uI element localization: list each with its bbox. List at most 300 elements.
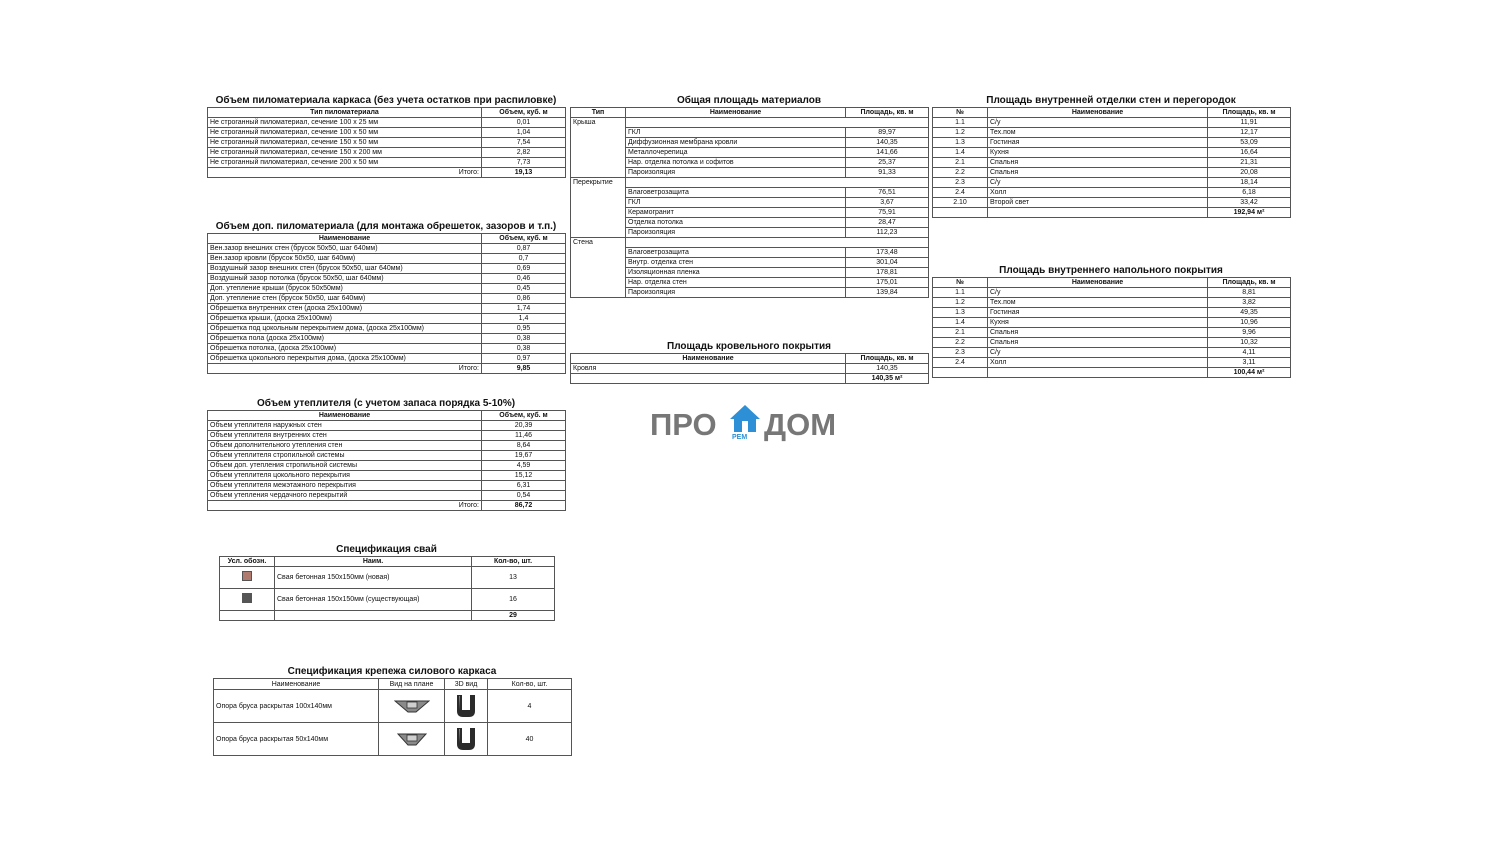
floor-cover-title: Площадь внутреннего напольного покрытия: [999, 265, 1223, 276]
table-row: [208, 138, 566, 148]
col-header: Кол-во, шт.: [472, 557, 555, 567]
pile-symbol-cell: [220, 567, 275, 589]
table-row: [933, 128, 1291, 138]
empty-cell: [988, 368, 1208, 378]
wall-finish-table: [932, 107, 1291, 218]
table-row: [208, 421, 566, 431]
row-name: Объем утеплителя стропильной системы: [208, 451, 482, 461]
table-row: [933, 148, 1291, 158]
col-header: Площадь, кв. м: [1208, 108, 1291, 118]
row-name: Не строганный пиломатериал, сечение 100 х 50 мм: [208, 128, 482, 138]
total-row: [220, 611, 555, 621]
table-row: [933, 358, 1291, 368]
empty-cell: [571, 138, 626, 148]
empty-cell: [988, 208, 1208, 218]
extra-lumber-block: [207, 221, 565, 374]
row-name: Не строганный пиломатериал, сечение 150 х 200 мм: [208, 148, 482, 158]
total-row: [208, 168, 566, 178]
table-row: [571, 364, 929, 374]
room-name: С/у: [988, 178, 1208, 188]
total-value: 192,94 м²: [1208, 208, 1291, 218]
material-name: Диффузионная мембрана кровли: [626, 138, 846, 148]
table-row: [933, 138, 1291, 148]
material-area: 112,23: [846, 228, 929, 238]
row-value: 6,31: [482, 481, 566, 491]
col-header: Наименование: [988, 108, 1208, 118]
row-name: Объем утеплителя межэтажного перекрытия: [208, 481, 482, 491]
wall-finish-block: [932, 95, 1290, 218]
row-name: Объем утеплителя цокольного перекрытия: [208, 471, 482, 481]
room-number: 1.2: [933, 128, 988, 138]
table-row: [933, 178, 1291, 188]
row-value: 20,39: [482, 421, 566, 431]
piles-table: [219, 556, 555, 621]
row-value: 0,7: [482, 254, 566, 264]
room-name: Холл: [988, 188, 1208, 198]
table-row: [571, 188, 929, 198]
room-name: Второй свет: [988, 198, 1208, 208]
material-name: Нар. отделка стен: [626, 278, 846, 288]
table-row: [571, 198, 929, 208]
wall-finish-title: Площадь внутренней отделки стен и перегородок: [986, 95, 1236, 106]
table-row: [208, 118, 566, 128]
table-row: [933, 288, 1291, 298]
room-area: 8,81: [1208, 288, 1291, 298]
fasteners-table: [213, 678, 572, 756]
fastener-plan-cell: [379, 723, 445, 756]
room-area: 10,32: [1208, 338, 1291, 348]
material-area: 28,47: [846, 218, 929, 228]
piles-title: Спецификация свай: [336, 544, 437, 555]
table-row: [208, 148, 566, 158]
row-name: Объем доп. утепления стропильной системы: [208, 461, 482, 471]
row-name: Объем утепления чердачного перекрытий: [208, 491, 482, 501]
table-row: [208, 128, 566, 138]
table-row: [933, 348, 1291, 358]
total-row: [571, 374, 929, 384]
insulation-block: [207, 398, 565, 511]
row-name: Обрешетка цокольного перекрытия дома, (доска 25х100мм): [208, 354, 482, 364]
room-area: 3,11: [1208, 358, 1291, 368]
row-value: 0,38: [482, 334, 566, 344]
table-row: [933, 198, 1291, 208]
col-header: Наименование: [214, 679, 379, 690]
material-name: Пароизоляция: [626, 168, 846, 178]
empty-cell: [571, 268, 626, 278]
table-row: [571, 148, 929, 158]
row-value: 0,95: [482, 324, 566, 334]
material-name: Отделка потолка: [626, 218, 846, 228]
empty-cell: [275, 611, 472, 621]
extra-lumber-table: [207, 233, 566, 374]
row-name: Объем утеплителя внутренних стен: [208, 431, 482, 441]
row-name: Воздушный зазор потолка (брусок 50х50, шаг 640мм): [208, 274, 482, 284]
material-name: Пароизоляция: [626, 288, 846, 298]
material-area: 175,01: [846, 278, 929, 288]
total-label: Итого:: [208, 364, 482, 374]
material-area: 140,35: [846, 138, 929, 148]
row-value: 7,73: [482, 158, 566, 168]
table-row: [208, 354, 566, 364]
material-area: 91,33: [846, 168, 929, 178]
row-name: Объем дополнительного утепления стен: [208, 441, 482, 451]
table-row: [208, 461, 566, 471]
table-row: [208, 481, 566, 491]
roofing-title: Площадь кровельного покрытия: [667, 341, 831, 352]
material-area: 89,97: [846, 128, 929, 138]
room-name: Тех.пом: [988, 298, 1208, 308]
table-row: [571, 268, 929, 278]
row-name: Доп. утепление крыши (брусок 50х50мм): [208, 284, 482, 294]
col-header: Наименование: [988, 278, 1208, 288]
room-name: Спальня: [988, 168, 1208, 178]
room-area: 11,91: [1208, 118, 1291, 128]
table-row: [208, 304, 566, 314]
pile-name: Свая бетонная 150х150мм (существующая): [275, 589, 472, 611]
table-row: [208, 284, 566, 294]
room-name: Гостиная: [988, 308, 1208, 318]
table-row: [208, 324, 566, 334]
material-area: 141,66: [846, 148, 929, 158]
room-name: Кухня: [988, 148, 1208, 158]
col-header: 3D вид: [445, 679, 488, 690]
row-value: 0,45: [482, 284, 566, 294]
material-area: 178,81: [846, 268, 929, 278]
material-area: 3,67: [846, 198, 929, 208]
row-name: Обрешетка внутренних стен (доска 25х100мм): [208, 304, 482, 314]
room-area: 18,14: [1208, 178, 1291, 188]
room-number: 2.2: [933, 168, 988, 178]
table-row: [571, 278, 929, 288]
material-name: Влаговетрозащита: [626, 248, 846, 258]
room-number: 1.1: [933, 118, 988, 128]
fastener-plan-icon: [397, 732, 427, 746]
group-row: [571, 118, 929, 128]
material-name: Пароизоляция: [626, 228, 846, 238]
row-value: 1,74: [482, 304, 566, 314]
table-row: [208, 254, 566, 264]
materials-block: [570, 95, 928, 298]
col-header: Объем, куб. м: [482, 234, 566, 244]
table-row: [571, 288, 929, 298]
room-area: 20,08: [1208, 168, 1291, 178]
fasteners-block: [213, 666, 571, 756]
insulation-title: Объем утеплителя (с учетом запаса порядка 5-10%): [256, 398, 516, 409]
table-row: [208, 274, 566, 284]
table-row: [208, 158, 566, 168]
empty-cell: [933, 208, 988, 218]
roofing-area: 140,35: [846, 364, 929, 374]
material-name: ГКЛ: [626, 198, 846, 208]
total-label: Итого:: [208, 168, 482, 178]
roofing-table: [570, 353, 929, 384]
room-area: 10,96: [1208, 318, 1291, 328]
room-name: Холл: [988, 358, 1208, 368]
row-value: 1,4: [482, 314, 566, 324]
pile-qty: 13: [472, 567, 555, 589]
room-name: С/у: [988, 118, 1208, 128]
pile-symbol-icon: [242, 593, 252, 603]
row-value: 0,69: [482, 264, 566, 274]
house-icon: [729, 404, 761, 434]
room-number: 2.4: [933, 358, 988, 368]
col-header: №: [933, 278, 988, 288]
row-value: 7,54: [482, 138, 566, 148]
row-value: 1,04: [482, 128, 566, 138]
total-row: [933, 368, 1291, 378]
col-header: Площадь, кв. м: [1208, 278, 1291, 288]
pile-symbol-cell: [220, 589, 275, 611]
material-name: Влаговетрозащита: [626, 188, 846, 198]
room-area: 49,35: [1208, 308, 1291, 318]
empty-cell: [571, 158, 626, 168]
table-row: [208, 431, 566, 441]
row-name: Вен.зазор кровли (брусок 50х50, шаг 640мм): [208, 254, 482, 264]
material-name: Внутр. отделка стен: [626, 258, 846, 268]
col-header: Объем, куб. м: [482, 108, 566, 118]
empty-cell: [626, 238, 846, 248]
row-value: 0,87: [482, 244, 566, 254]
fastener-name: Опора бруса раскрытая 100х140мм: [214, 690, 379, 723]
floor-cover-table: [932, 277, 1291, 378]
room-number: 1.4: [933, 148, 988, 158]
material-area: 139,84: [846, 288, 929, 298]
empty-cell: [571, 188, 626, 198]
room-name: С/у: [988, 288, 1208, 298]
room-area: 33,42: [1208, 198, 1291, 208]
room-name: С/у: [988, 348, 1208, 358]
roofing-block: [570, 341, 928, 384]
material-area: 173,48: [846, 248, 929, 258]
row-value: 0,86: [482, 294, 566, 304]
room-area: 53,09: [1208, 138, 1291, 148]
room-area: 12,17: [1208, 128, 1291, 138]
empty-cell: [571, 148, 626, 158]
table-row: [571, 248, 929, 258]
empty-cell: [571, 288, 626, 298]
room-number: 2.10: [933, 198, 988, 208]
table-row: [571, 218, 929, 228]
col-header: №: [933, 108, 988, 118]
fastener-3d-icon: [454, 726, 478, 752]
row-value: 4,59: [482, 461, 566, 471]
roofing-name: Кровля: [571, 364, 846, 374]
row-value: 0,54: [482, 491, 566, 501]
col-header: Кол-во, шт.: [488, 679, 572, 690]
extra-lumber-title: Объем доп. пиломатериала (для монтажа обрешеток, зазоров и т.п.): [215, 221, 557, 232]
total-row: [933, 208, 1291, 218]
col-header: Наименование: [571, 354, 846, 364]
row-name: Не строганный пиломатериал, сечение 100 х 25 мм: [208, 118, 482, 128]
total-value: 100,44 м²: [1208, 368, 1291, 378]
pile-qty: 16: [472, 589, 555, 611]
col-header: Тип пиломатериала: [208, 108, 482, 118]
lumber-title: Объем пиломатериала каркаса (без учета остатков при распиловке): [215, 95, 557, 106]
row-name: Обрешетка под цокольным перекрытием дома, (доска 25х100мм): [208, 324, 482, 334]
room-number: 1.3: [933, 138, 988, 148]
empty-cell: [846, 178, 929, 188]
fastener-name: Опора бруса раскрытая 50х140мм: [214, 723, 379, 756]
pile-symbol-icon: [242, 571, 252, 581]
table-row: [208, 294, 566, 304]
col-header: Площадь, кв. м: [846, 108, 929, 118]
col-header: Наименование: [208, 411, 482, 421]
table-row: [933, 168, 1291, 178]
row-name: Не строганный пиломатериал, сечение 200 х 50 мм: [208, 158, 482, 168]
room-name: Гостиная: [988, 138, 1208, 148]
room-number: 1.2: [933, 298, 988, 308]
room-number: 2.1: [933, 158, 988, 168]
col-header: Наим.: [275, 557, 472, 567]
col-header: Вид на плане: [379, 679, 445, 690]
empty-cell: [571, 128, 626, 138]
row-value: 2,82: [482, 148, 566, 158]
empty-cell: [626, 178, 846, 188]
table-row: [933, 328, 1291, 338]
empty-cell: [933, 368, 988, 378]
total-label: Итого:: [208, 501, 482, 511]
table-row: [571, 158, 929, 168]
table-row: [208, 491, 566, 501]
col-header: Наименование: [626, 108, 846, 118]
row-value: 15,12: [482, 471, 566, 481]
table-row: [208, 334, 566, 344]
fasteners-title: Спецификация крепежа силового каркаса: [287, 666, 497, 677]
piles-block: [219, 544, 554, 621]
table-row: [220, 589, 555, 611]
table-row: [214, 723, 572, 756]
total-value: 86,72: [482, 501, 566, 511]
table-row: [933, 118, 1291, 128]
row-value: 0,97: [482, 354, 566, 364]
room-number: 2.2: [933, 338, 988, 348]
room-number: 1.3: [933, 308, 988, 318]
total-value: 9,85: [482, 364, 566, 374]
row-name: Обрешетка пола (доска 25х100мм): [208, 334, 482, 344]
table-row: [208, 314, 566, 324]
table-row: [571, 168, 929, 178]
fastener-plan-icon: [394, 699, 430, 713]
fastener-qty: 4: [488, 690, 572, 723]
room-area: 6,18: [1208, 188, 1291, 198]
col-header: Тип: [571, 108, 626, 118]
table-row: [208, 471, 566, 481]
logo-sub: РЕМ: [732, 434, 748, 441]
table-row: [571, 128, 929, 138]
total-value: 29: [472, 611, 555, 621]
table-row: [933, 188, 1291, 198]
col-header: Площадь, кв. м: [846, 354, 929, 364]
row-value: 11,46: [482, 431, 566, 441]
empty-cell: [846, 238, 929, 248]
empty-cell: [571, 248, 626, 258]
total-row: [208, 501, 566, 511]
room-number: 1.4: [933, 318, 988, 328]
room-area: 3,82: [1208, 298, 1291, 308]
material-area: 25,37: [846, 158, 929, 168]
material-name: ГКЛ: [626, 128, 846, 138]
prodom-logo: [650, 404, 850, 446]
row-value: 0,46: [482, 274, 566, 284]
total-row: [208, 364, 566, 374]
table-row: [571, 138, 929, 148]
empty-cell: [571, 258, 626, 268]
empty-cell: [846, 118, 929, 128]
col-header: Объем, куб. м: [482, 411, 566, 421]
table-row: [214, 690, 572, 723]
table-row: [208, 264, 566, 274]
table-row: [208, 344, 566, 354]
total-value: 140,35 м²: [846, 374, 929, 384]
logo-word-right: ДОМ: [764, 407, 837, 442]
empty-cell: [571, 278, 626, 288]
fastener-3d-icon: [454, 693, 478, 719]
room-number: 2.4: [933, 188, 988, 198]
row-value: 19,67: [482, 451, 566, 461]
room-number: 2.3: [933, 348, 988, 358]
room-number: 2.3: [933, 178, 988, 188]
material-name: Нар. отделка потолка и софитов: [626, 158, 846, 168]
table-row: [571, 208, 929, 218]
room-area: 21,31: [1208, 158, 1291, 168]
table-row: [571, 228, 929, 238]
material-name: Изоляционная пленка: [626, 268, 846, 278]
table-row: [208, 451, 566, 461]
material-area: 301,04: [846, 258, 929, 268]
material-area: 75,91: [846, 208, 929, 218]
empty-cell: [571, 168, 626, 178]
empty-cell: [571, 198, 626, 208]
empty-cell: [571, 374, 846, 384]
material-type: Стена: [571, 238, 626, 248]
row-value: 0,38: [482, 344, 566, 354]
material-area: 76,51: [846, 188, 929, 198]
group-row: [571, 238, 929, 248]
room-name: Спальня: [988, 328, 1208, 338]
materials-title: Общая площадь материалов: [676, 95, 822, 106]
row-name: Вен.зазор внешних стен (брусок 50х50, шаг 640мм): [208, 244, 482, 254]
group-row: [571, 178, 929, 188]
table-row: [208, 244, 566, 254]
room-name: Спальня: [988, 158, 1208, 168]
empty-cell: [626, 118, 846, 128]
table-row: [933, 308, 1291, 318]
fastener-3d-cell: [445, 723, 488, 756]
lumber-block: [207, 95, 565, 178]
room-area: 4,11: [1208, 348, 1291, 358]
table-row: [933, 298, 1291, 308]
fastener-plan-cell: [379, 690, 445, 723]
material-name: Керамогранит: [626, 208, 846, 218]
row-name: Воздушный зазор внешних стен (брусок 50х50, шаг 640мм): [208, 264, 482, 274]
material-type: Крыша: [571, 118, 626, 128]
material-type: Перекрытие: [571, 178, 626, 188]
material-name: Металлочерепица: [626, 148, 846, 158]
table-row: [571, 258, 929, 268]
row-name: Объем утеплителя наружных стен: [208, 421, 482, 431]
room-name: Спальня: [988, 338, 1208, 348]
row-value: 8,64: [482, 441, 566, 451]
table-row: [208, 441, 566, 451]
room-area: 9,96: [1208, 328, 1291, 338]
row-name: Обрешетка потолка, (доска 25х100мм): [208, 344, 482, 354]
total-value: 19,13: [482, 168, 566, 178]
room-name: Тех.пом: [988, 128, 1208, 138]
empty-cell: [220, 611, 275, 621]
col-header: Усл. обозн.: [220, 557, 275, 567]
fastener-qty: 40: [488, 723, 572, 756]
row-value: 0,01: [482, 118, 566, 128]
